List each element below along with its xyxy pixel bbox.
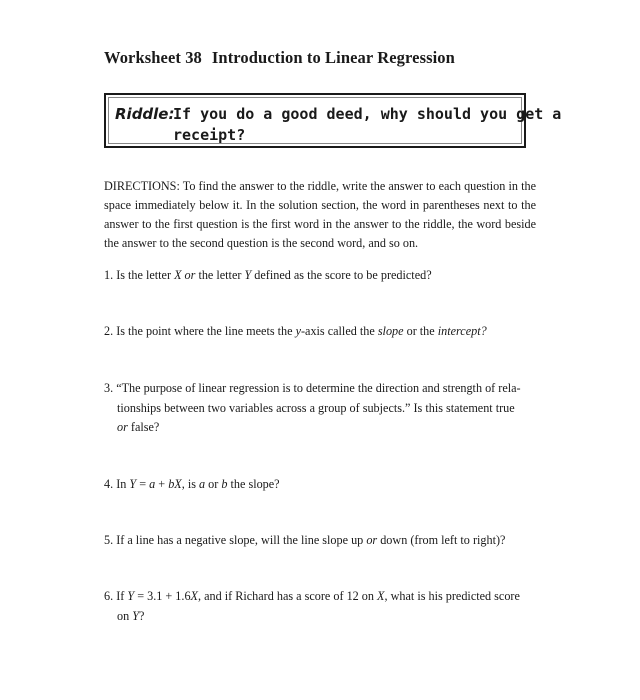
- question-italic: bX: [168, 477, 182, 491]
- question-2: [104, 322, 534, 342]
- question-text: the slope?: [227, 477, 280, 491]
- question-italic: Y: [127, 589, 135, 603]
- question-3: [104, 379, 534, 438]
- question-text: 2. Is the point where the line meets the: [104, 324, 296, 338]
- question-italic: or: [117, 420, 128, 434]
- question-text: or: [205, 477, 222, 491]
- question-line: 3. “The purpose of linear regression is to determine the direction and strength of rela-: [104, 381, 521, 395]
- question-text: =: [136, 477, 150, 491]
- question-text: , is: [181, 477, 200, 491]
- worksheet-title: [104, 48, 455, 68]
- question-line: [104, 607, 534, 627]
- directions-paragraph: DIRECTIONS: To find the answer to the riddle, write the answer to each question in the space immediately below it. In the solution section, the word in parentheses next to the answer to the first question is the first word in the answer to the riddle, the word beside the answer to the second question is the second word, and so on.: [104, 179, 536, 250]
- question-text: -axis called the: [300, 324, 378, 338]
- question-italic: a: [199, 477, 206, 491]
- question-text: the letter: [195, 268, 245, 282]
- question-italic: intercept: [437, 324, 481, 338]
- question-italic: Y: [244, 268, 252, 282]
- question-text: 5. If a line has a negative slope, will the line slope up: [104, 533, 367, 547]
- question-text: defined as the score to be predicted?: [251, 268, 432, 282]
- question-text: ?: [480, 324, 487, 338]
- question-italic: b: [221, 477, 228, 491]
- question-text: on: [117, 608, 133, 623]
- question-italic: Y: [129, 477, 137, 491]
- question-italic: X: [190, 589, 198, 603]
- question-text: or the: [403, 324, 438, 338]
- question-text: , and if Richard has a score of 12 on: [198, 589, 378, 603]
- question-italic: Y: [132, 608, 140, 623]
- riddle-box: [104, 93, 562, 148]
- question-text: false?: [127, 420, 160, 434]
- question-6: [104, 587, 534, 626]
- question-text: = 3.1 + 1.6: [134, 589, 191, 603]
- worksheet-heading: Introduction to Linear Regression: [211, 48, 455, 67]
- question-italic: slope: [377, 324, 404, 338]
- question-text: 1. Is the letter: [104, 268, 175, 282]
- question-1: [104, 266, 534, 286]
- question-line: [104, 418, 534, 438]
- worksheet-number: Worksheet 38: [104, 48, 202, 67]
- question-5: [104, 531, 534, 551]
- question-text: , what is his predicted score: [384, 589, 520, 603]
- question-text: 6. If: [104, 589, 128, 603]
- question-italic: y: [295, 324, 301, 338]
- question-text: 4. In: [104, 477, 130, 491]
- question-text: down (from left to right)?: [377, 533, 506, 547]
- question-italic: a: [149, 477, 156, 491]
- riddle-question-line-2: receipt?: [173, 126, 246, 144]
- question-text: +: [155, 477, 169, 491]
- riddle-label: Riddle:: [115, 105, 175, 123]
- riddle-question-line-1: If you do a good deed, why should you get a: [173, 105, 562, 123]
- question-italic: or: [366, 533, 378, 547]
- question-italic: X or: [174, 268, 196, 282]
- question-line: tionships between two variables across a group of subjects.” Is this statement true: [117, 400, 515, 415]
- question-italic: X: [377, 589, 385, 603]
- question-text: ?: [139, 608, 145, 623]
- question-4: [104, 475, 534, 495]
